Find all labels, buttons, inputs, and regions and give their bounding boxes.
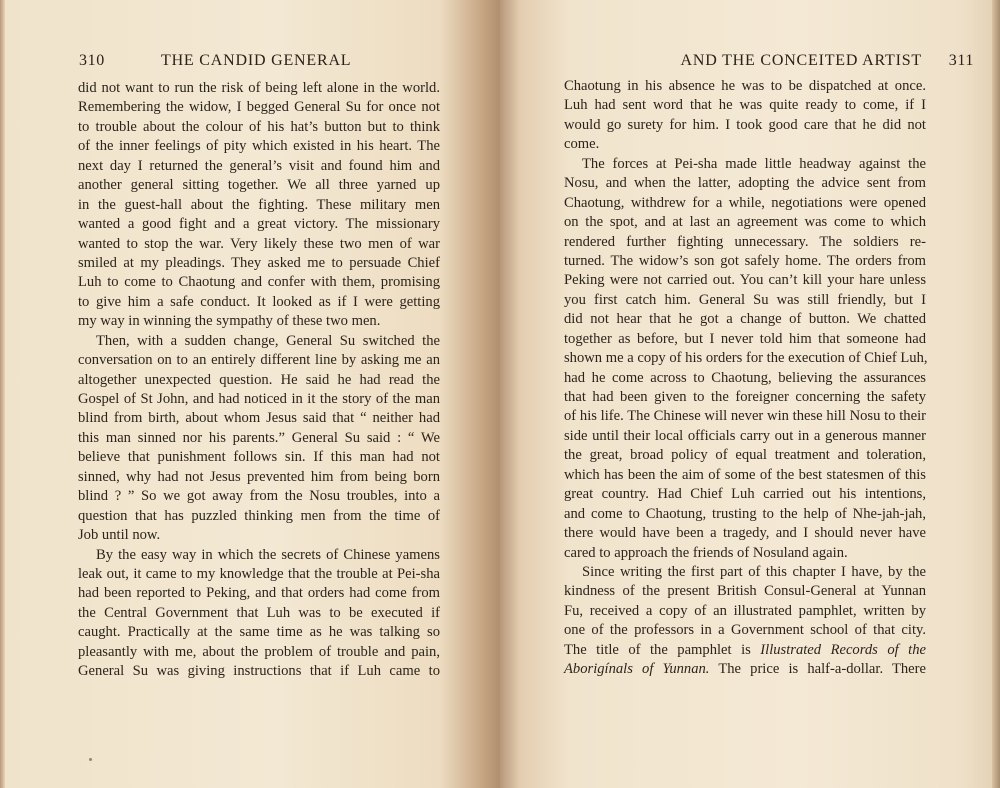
text-line xyxy=(78,273,440,292)
text-line xyxy=(78,235,440,254)
text-line xyxy=(78,507,440,526)
text-line xyxy=(78,526,440,545)
text-line xyxy=(564,310,926,329)
text-line xyxy=(78,79,440,98)
text-line xyxy=(564,369,926,388)
text-line xyxy=(564,407,926,426)
left-running-title: THE CANDID GENERAL xyxy=(161,52,352,69)
line-text: Luh to come to Chaotung and confer with them, promising xyxy=(78,274,440,291)
text-line xyxy=(78,254,440,273)
line-text: another general sitting together. We all three yarned up xyxy=(78,177,440,194)
left-page-text xyxy=(78,79,440,682)
line-text: had been reported to Peking, and that orders had come from xyxy=(78,585,440,602)
text-line xyxy=(564,116,926,135)
text-line xyxy=(78,448,440,467)
line-text: The title of the pamphlet is xyxy=(564,641,761,658)
text-line xyxy=(564,660,926,679)
text-line xyxy=(78,662,440,681)
italic-title-text: Aborigínals of Yunnan. xyxy=(564,661,710,678)
line-text: blind from birth, about whom Jesus said that “ neither had xyxy=(78,410,440,427)
text-line xyxy=(564,155,926,174)
italic-title-text: Illustrated Records of the xyxy=(760,641,926,658)
line-text: Nosu, and when the latter, adopting the advice sent from xyxy=(564,175,926,192)
text-line xyxy=(564,641,926,660)
text-line xyxy=(564,446,926,465)
line-text: to trouble about the colour of his hat’s button but to think xyxy=(78,118,440,135)
text-line xyxy=(78,118,440,137)
line-text: did not want to run the risk of being left alone in the world. xyxy=(78,80,440,96)
line-text: that had been given to the foreigner concerning the safety xyxy=(564,389,926,405)
line-text: and come to Chaotung, trusting to the help of Nhe-jah-jah, xyxy=(564,505,926,522)
line-text: shown me a copy of his orders for the execution of Chief Luh, xyxy=(564,350,928,367)
text-line xyxy=(564,466,926,485)
text-line xyxy=(78,604,440,623)
line-text: Peking were not carried out. You can’t kill your hare unless xyxy=(564,272,926,289)
line-text: on the spot, and at last an agreement was come to which xyxy=(564,214,926,231)
line-text: altogether unexpected question. He said he had read the xyxy=(78,371,440,388)
line-text: Then, with a sudden change, General Su switched the xyxy=(96,332,440,349)
text-line xyxy=(78,409,440,428)
line-text: side until their local officials carry out in a generous manner xyxy=(564,427,926,444)
line-text: blind ? ” So we got away from the Nosu troubles, into a xyxy=(78,488,440,505)
line-text: rendered further fighting unnecessary. The soldiers re- xyxy=(564,233,926,250)
text-line xyxy=(564,271,926,290)
line-text: the great, broad policy of equal treatment and toleration, xyxy=(564,447,926,464)
text-line xyxy=(564,194,926,213)
text-line xyxy=(78,429,440,448)
paper-spot xyxy=(89,758,92,761)
right-page-text xyxy=(564,77,926,680)
line-text: Remembering the widow, I begged General Su for once not xyxy=(78,99,440,116)
text-line xyxy=(564,252,926,271)
line-text: sinned, why had not Jesus prevented him from being born xyxy=(78,468,440,485)
left-page-number: 310 xyxy=(79,52,105,69)
line-text: turned. The widow’s son got safely home. The orders from xyxy=(564,252,926,269)
text-line xyxy=(78,546,440,565)
line-text: wanted a good fight and a great victory. The missionary xyxy=(78,216,440,233)
text-line xyxy=(78,565,440,584)
line-text: would go surety for him. I took good care that he did not xyxy=(564,116,926,133)
text-line xyxy=(78,196,440,215)
text-line xyxy=(564,485,926,504)
text-line xyxy=(564,427,926,446)
text-line xyxy=(564,602,926,621)
line-text: cared to approach the friends of Nosuland again. xyxy=(564,544,848,561)
text-line xyxy=(564,135,926,154)
line-text: of his life. The Chinese will never win these hill Nosu to their xyxy=(564,408,926,425)
text-line xyxy=(564,524,926,543)
line-text: Gospel of St John, and had noticed in it the story of the man xyxy=(78,391,440,407)
line-text: of the inner feelings of pity which existed in his heart. The xyxy=(78,138,440,155)
text-line xyxy=(78,468,440,487)
text-line xyxy=(564,544,926,563)
line-text: Job until now. xyxy=(78,527,161,544)
line-text: General Su was giving instructions that if Luh came to xyxy=(78,663,440,680)
text-line xyxy=(78,487,440,506)
line-text: conversation on to an entirely different line by asking me an xyxy=(78,352,440,369)
text-line xyxy=(564,563,926,582)
text-line xyxy=(564,96,926,115)
text-line xyxy=(78,215,440,234)
line-text: this man sinned nor his parents.” General Su said : “ We xyxy=(78,429,440,446)
line-text: Fu, received a copy of an illustrated pamphlet, written by xyxy=(564,602,926,619)
text-line xyxy=(564,291,926,310)
line-text: one of the professors in a Government school of that city. xyxy=(564,622,926,639)
text-line xyxy=(564,330,926,349)
text-line xyxy=(78,390,440,409)
line-text: to give him a safe conduct. It looked as if I were getting xyxy=(78,293,440,310)
text-line xyxy=(78,643,440,662)
right-page-edge xyxy=(992,0,1000,788)
left-page-edge xyxy=(0,0,5,788)
line-text: smiled at my pleadings. They asked me to persuade Chief xyxy=(78,254,440,271)
line-text: there would have been a tragedy, and I should never have xyxy=(564,525,926,542)
line-text: next day I returned the general’s visit and found him and xyxy=(78,157,440,174)
line-text: believe that punishment follows sin. If this man had not xyxy=(78,449,440,466)
line-text: in the guest-hall about the fighting. These military men xyxy=(78,196,440,213)
line-text: which has been the aim of some of the best statesmen of this xyxy=(564,466,926,483)
line-text: Chaotung in his absence he was to be dispatched at once. xyxy=(564,78,926,94)
line-text: pleasantly with me, about the problem of trouble and pain, xyxy=(78,643,440,660)
text-line xyxy=(78,371,440,390)
line-text: did not hear that he got a change of button. We chatted xyxy=(564,311,926,328)
line-text: come. xyxy=(564,136,600,153)
text-line xyxy=(78,137,440,156)
line-text: the Central Government that Luh was to be executed if xyxy=(78,604,440,621)
line-text: kindness of the present British Consul-General at Yunnan xyxy=(564,583,926,600)
line-text: together as before, but I never told him that someone had xyxy=(564,330,926,347)
line-text: wanted to stop the war. Very likely these two men of war xyxy=(78,235,440,252)
text-line xyxy=(78,312,440,331)
line-text: leak out, it came to my knowledge that the trouble at Pei-sha xyxy=(78,565,440,582)
text-line xyxy=(564,621,926,640)
line-text: Since writing the first part of this chapter I have, by the xyxy=(582,563,926,580)
line-text: caught. Practically at the same time as he was talking so xyxy=(78,624,440,641)
text-line xyxy=(78,98,440,117)
line-text: Luh had sent word that he was quite ready to come, if I xyxy=(564,97,926,114)
text-line xyxy=(78,351,440,370)
text-line xyxy=(564,174,926,193)
text-line xyxy=(564,77,926,96)
line-text: question that has puzzled thinking men from the time of xyxy=(78,507,440,524)
line-text: Chaotung, withdrew for a while, negotiations were opened xyxy=(564,194,926,211)
text-line xyxy=(564,213,926,232)
text-line xyxy=(78,176,440,195)
text-line xyxy=(78,157,440,176)
text-line xyxy=(564,233,926,252)
text-line xyxy=(78,584,440,603)
line-text: had he come across to Chaotung, believing the assurances xyxy=(564,369,926,386)
right-running-title: AND THE CONCEITED ARTIST xyxy=(680,52,922,69)
right-page-number: 311 xyxy=(948,52,974,69)
line-text: you first catch him. General Su was still friendly, but I xyxy=(564,291,926,308)
text-line xyxy=(564,505,926,524)
text-line xyxy=(564,582,926,601)
line-text: my way in winning the sympathy of these two men. xyxy=(78,313,381,330)
text-line xyxy=(564,349,926,368)
text-line xyxy=(78,623,440,642)
text-line xyxy=(78,293,440,312)
text-line xyxy=(78,332,440,351)
line-tail-text: The price is half-a-dollar. There xyxy=(709,661,926,678)
line-text: The forces at Pei-sha made little headway against the xyxy=(582,155,926,172)
text-line xyxy=(564,388,926,407)
line-text: great country. Had Chief Luh carried out his intentions, xyxy=(564,486,926,503)
line-text: By the easy way in which the secrets of Chinese yamens xyxy=(96,546,440,563)
